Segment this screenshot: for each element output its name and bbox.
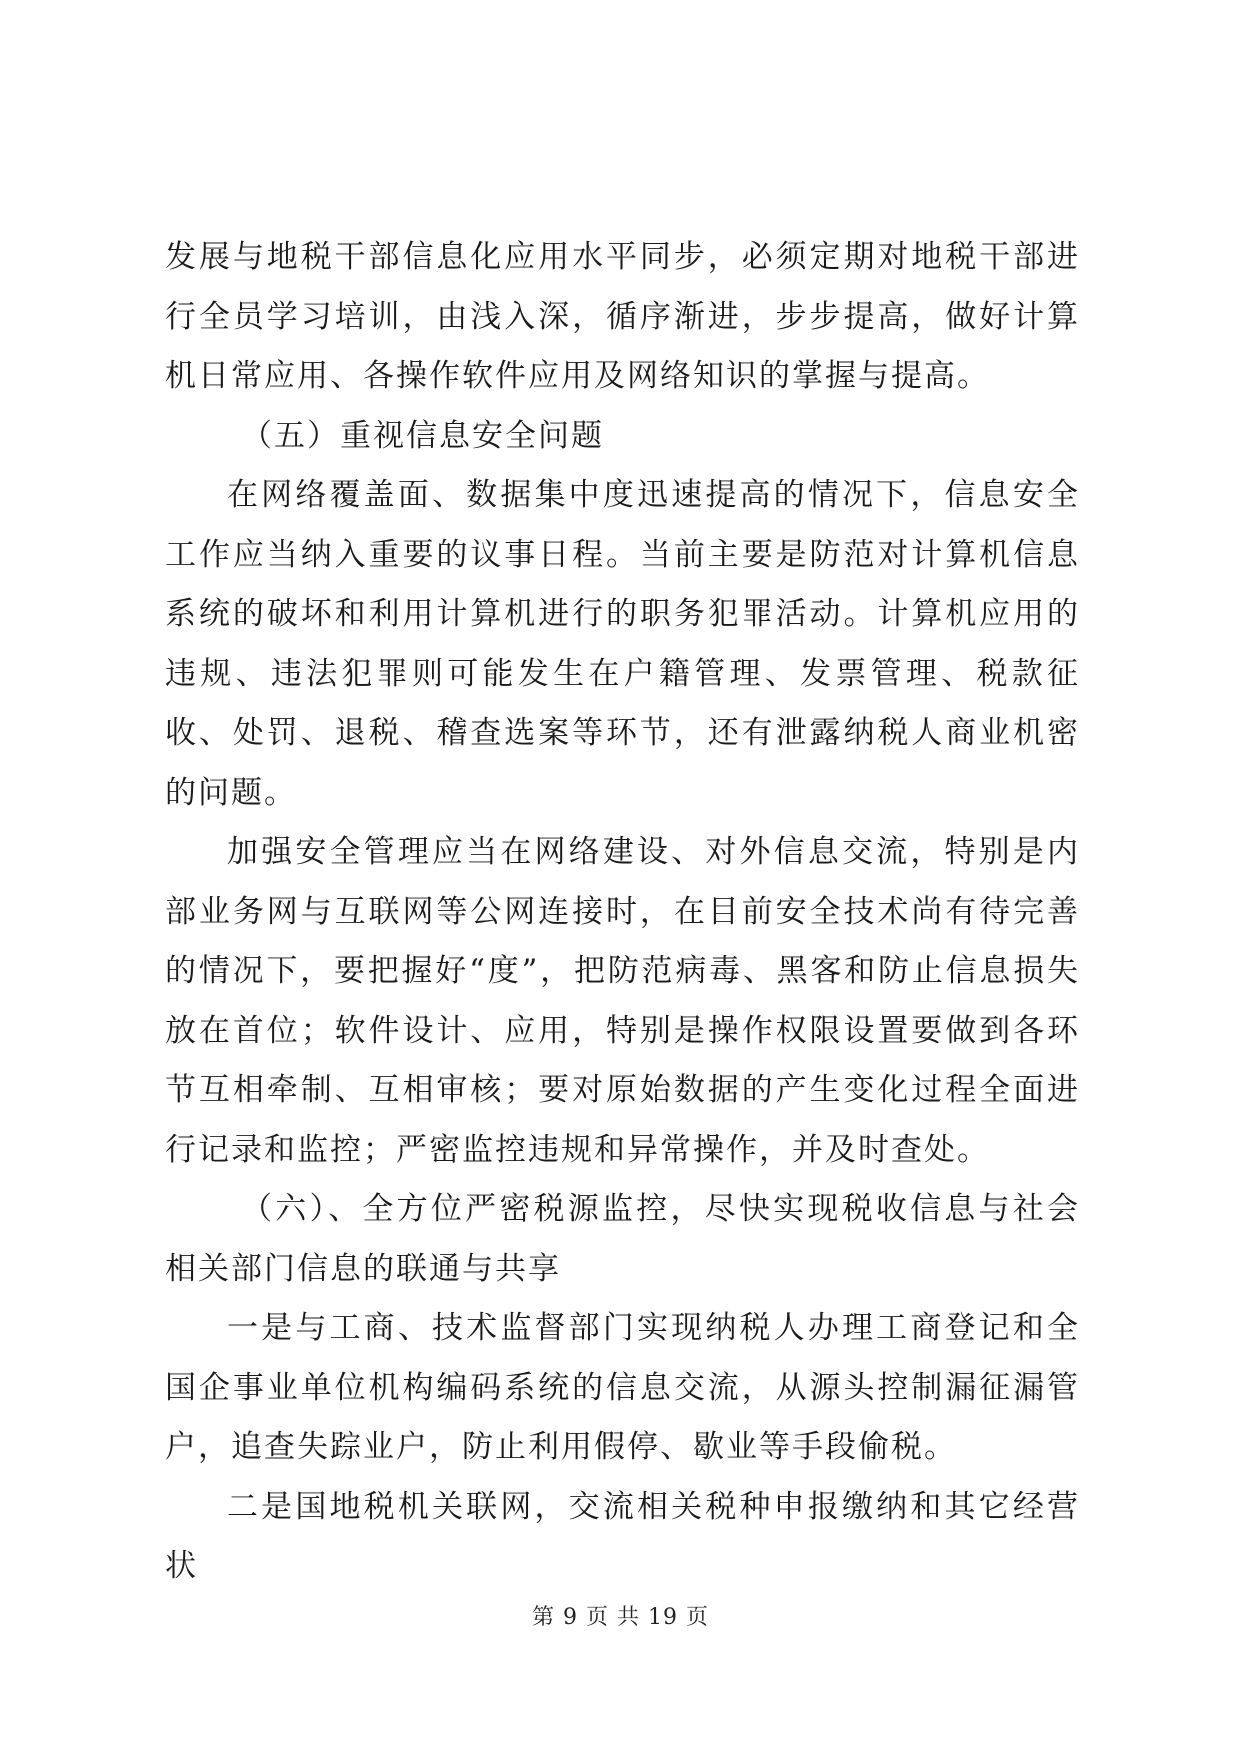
paragraph-point-one: 一是与工商、技术监督部门实现纳税人办理工商登记和全国企事业单位机构编码系统的信息交流，从源头控制漏征漏管户，追查失踪业户，防止利用假停、歇业等手段偷税。 bbox=[165, 1310, 1080, 1465]
page-number-footer: 第 9 页 共 19 页 bbox=[532, 1605, 709, 1630]
section-heading-five: （五）重视信息安全问题 bbox=[241, 417, 604, 454]
paragraph-security-management: 加强安全管理应当在网络建设、对外信息交流，特别是内部业务网与互联网等公网连接时，在目前安全技术尚有待完善的情况下，要把握好“度”，把防范病毒、黑客和防止信息损失放在首位；软件设计、应用，特别是操作权限设置要做到各环节互相牵制、互相审核；要对原始数据的产生变化过程全面进行记录和监控；严密监控违规和异常操作，并及时查处。 bbox=[165, 834, 1080, 1168]
paragraph-info-security: 在网络覆盖面、数据集中度迅速提高的情况下，信息安全工作应当纳入重要的议事日程。当前主要是防范对计算机信息系统的破坏和利用计算机进行的职务犯罪活动。计算机应用的违规、违法犯罪则可能发生在户籍管理、发票管理、税款征收、处罚、退税、稽查选案等环节，还有泄露纳税人商业机密的问题。 bbox=[165, 477, 1080, 811]
document-body bbox=[165, 228, 1080, 1597]
section-heading-six: （六）、全方位严密税源监控，尽快实现税收信息与社会相关部门信息的联通与共享 bbox=[165, 1191, 1080, 1287]
paragraph-point-two: 二是国地税机关联网，交流相关税种申报缴纳和其它经营状 bbox=[165, 1488, 1080, 1584]
paragraph-continuation: 发展与地税干部信息化应用水平同步，必须定期对地税干部进行全员学习培训，由浅入深，循序渐进，步步提高，做好计算机日常应用、各操作软件应用及网络知识的掌握与提高。 bbox=[165, 239, 1080, 394]
